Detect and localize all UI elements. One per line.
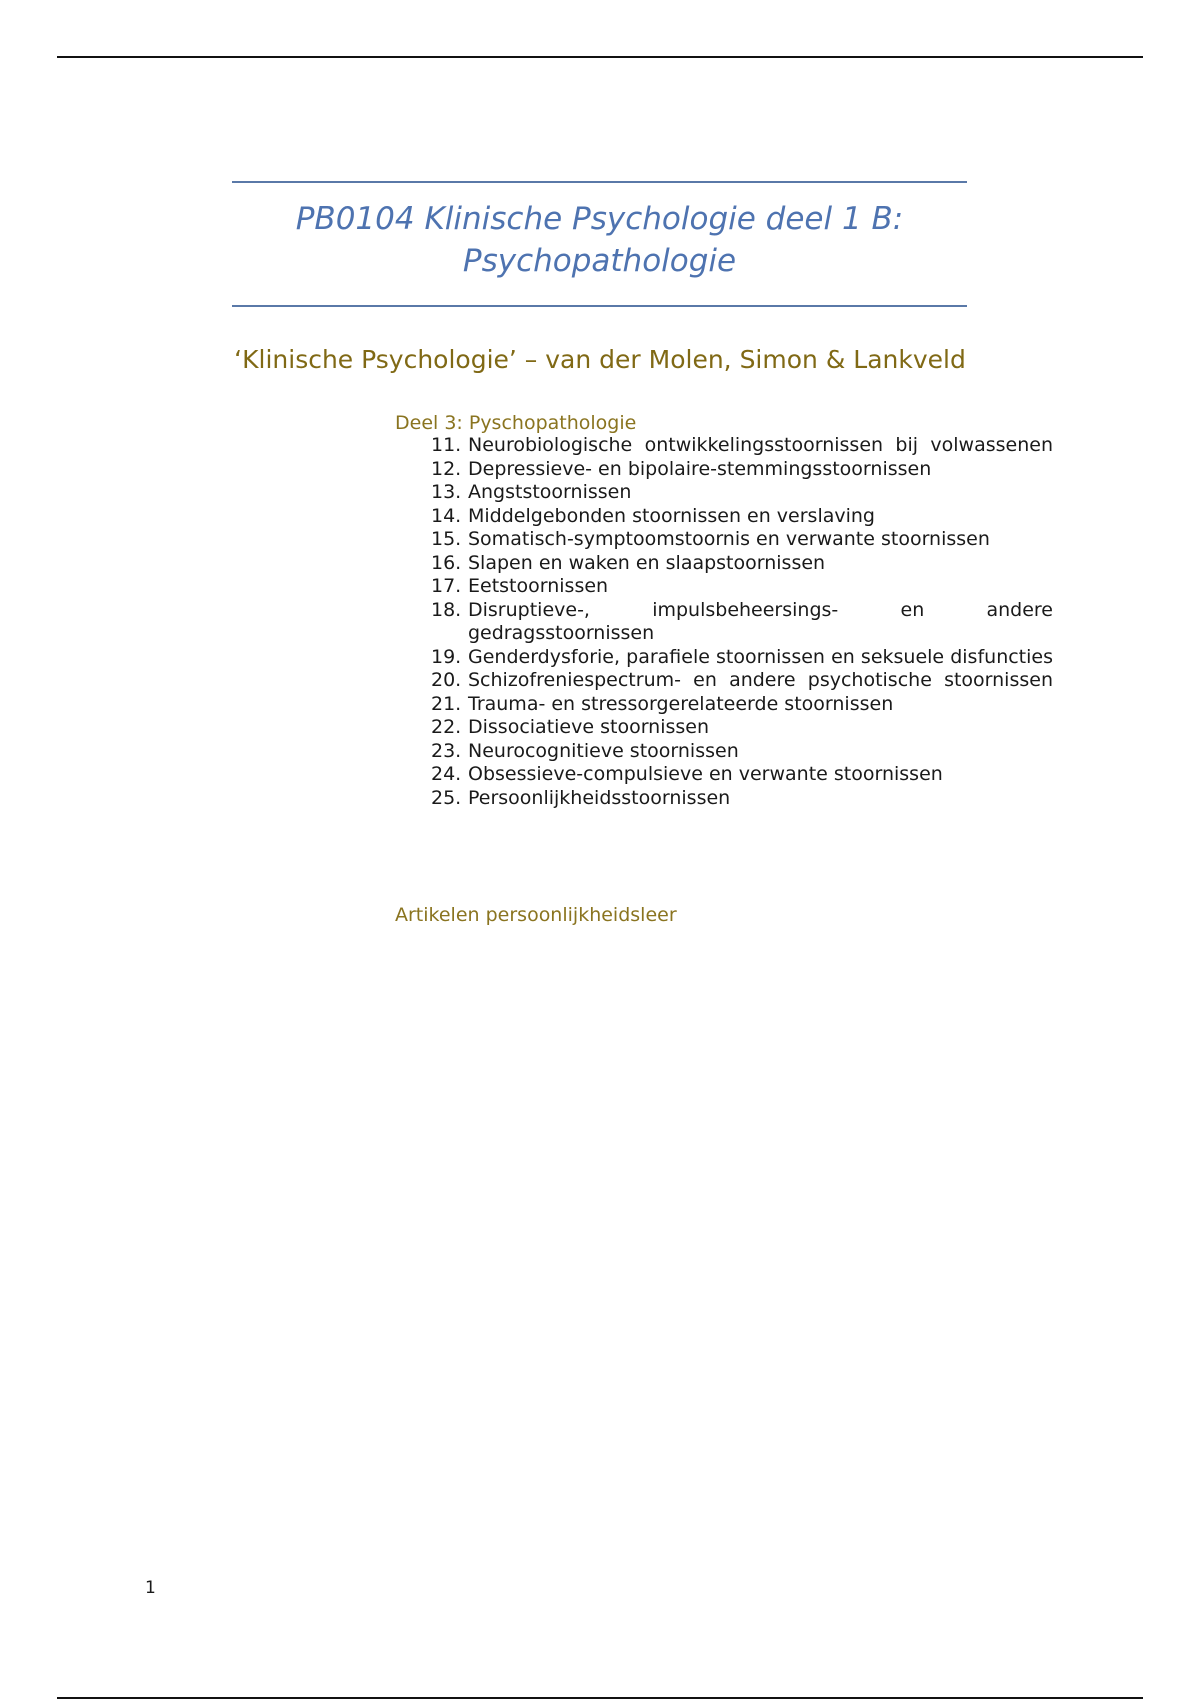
- chapter-title: Dissociatieve stoornissen: [468, 716, 710, 738]
- chapter-number: 24.: [431, 763, 462, 785]
- chapter-title: Persoonlijkheidsstoornissen: [468, 786, 731, 809]
- chapter-title: Slapen en waken en slaapstoornissen: [468, 551, 826, 574]
- chapter-title: Depressieve- en bipolaire-stemmingsstoornissen: [468, 457, 932, 480]
- chapter-item: [395, 552, 1053, 576]
- chapter-number: 18.: [431, 598, 462, 621]
- document-subtitle: ‘Klinische Psychologie’ – van der Molen, Simon & Lankveld: [234, 345, 966, 374]
- chapter-item: [395, 458, 1053, 482]
- title-rule-top: [232, 181, 967, 183]
- chapter-title: Genderdysforie, parafiele stoornissen en seksuele disfuncties: [468, 645, 1053, 668]
- page-bottom-rule: [57, 1697, 1143, 1699]
- chapter-title: Neurobiologische ontwikkelingsstoornissen bij volwassenen: [468, 434, 1053, 456]
- chapter-number: 25.: [431, 786, 462, 809]
- chapter-number: 16.: [431, 551, 462, 574]
- chapter-number: 15.: [431, 528, 462, 550]
- section-heading-artikelen: Artikelen persoonlijkheidsleer: [395, 904, 677, 926]
- chapter-item: [395, 763, 1053, 787]
- chapter-title: Somatisch-symptoomstoornis en verwante stoornissen: [468, 528, 990, 550]
- section-heading-deel-3: Deel 3: Pyschopathologie: [395, 412, 637, 434]
- page-number: 1: [145, 1578, 156, 1598]
- chapter-number: 21.: [431, 692, 462, 715]
- chapter-item: [395, 693, 1053, 717]
- chapter-title: Angststoornissen: [468, 481, 632, 503]
- chapter-title: Neurocognitieve stoornissen: [468, 739, 739, 762]
- chapter-number: 19.: [431, 645, 462, 668]
- chapter-item: [395, 740, 1053, 764]
- chapter-number: 13.: [431, 481, 462, 503]
- chapter-number: 14.: [431, 504, 462, 527]
- chapter-number: 12.: [431, 457, 462, 480]
- chapter-number: 20.: [431, 669, 462, 691]
- chapter-item: [395, 575, 1053, 599]
- chapter-number: 11.: [431, 434, 462, 456]
- chapter-title: Obsessieve-compulsieve en verwante stoornissen: [468, 763, 943, 785]
- chapter-list: [395, 434, 1053, 810]
- chapter-item: [395, 787, 1053, 811]
- chapter-title: Schizofreniespectrum- en andere psychotische stoornissen: [468, 669, 1053, 691]
- chapter-title: Eetstoornissen: [468, 575, 609, 597]
- chapter-item: [395, 669, 1053, 693]
- chapter-number: 22.: [431, 716, 462, 738]
- chapter-item: [395, 481, 1053, 505]
- page-top-rule: [57, 56, 1143, 58]
- chapter-number: 17.: [431, 575, 462, 597]
- document-title: PB0104 Klinische Psychologie deel 1 B: Psychopathologie: [295, 201, 904, 279]
- chapter-title: Trauma- en stressorgerelateerde stoornissen: [468, 692, 894, 715]
- chapter-item: [395, 716, 1053, 740]
- chapter-title: Disruptieve-, impulsbeheersings- en andere gedragsstoornissen: [468, 598, 1053, 644]
- chapter-item: [395, 646, 1053, 670]
- chapter-title: Middelgebonden stoornissen en verslaving: [468, 504, 875, 527]
- chapter-item: [395, 434, 1053, 458]
- title-rule-bottom: [232, 305, 967, 307]
- chapter-number: 23.: [431, 739, 462, 762]
- chapter-item: [395, 528, 1053, 552]
- chapter-item: [395, 505, 1053, 529]
- chapter-item: [395, 599, 1053, 646]
